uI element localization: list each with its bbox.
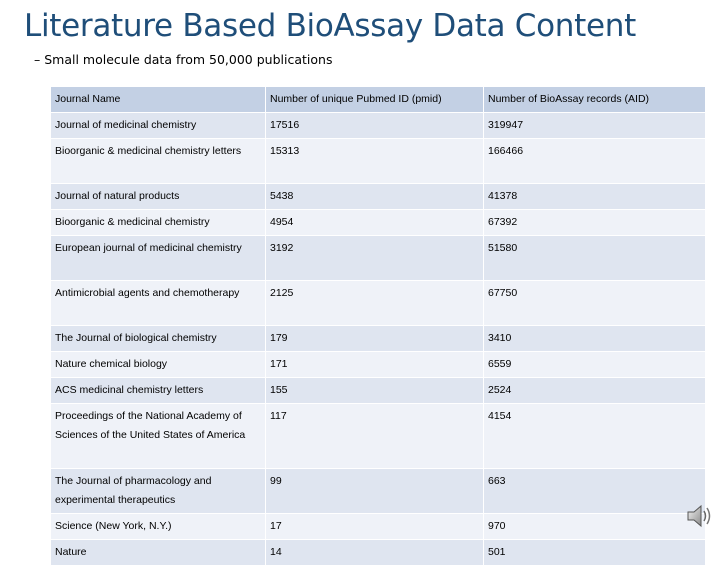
pmid-cell: 2125 — [266, 281, 484, 326]
pmid-cell: 99 — [266, 469, 484, 514]
journal-cell: Nature — [51, 540, 266, 566]
journal-cell: Bioorganic & medicinal chemistry letters — [51, 139, 266, 184]
journal-table — [50, 86, 706, 566]
aid-cell: 41378 — [484, 184, 706, 210]
aid-cell: 51580 — [484, 236, 706, 281]
pmid-cell: 155 — [266, 378, 484, 404]
pmid-cell: 171 — [266, 352, 484, 378]
journal-cell: Journal of natural products — [51, 184, 266, 210]
pmid-cell: 3192 — [266, 236, 484, 281]
pmid-cell: 117 — [266, 404, 484, 469]
table-row — [51, 514, 706, 540]
aid-cell: 3410 — [484, 326, 706, 352]
table-row — [51, 210, 706, 236]
aid-cell: 6559 — [484, 352, 706, 378]
page-subtitle: – Small molecule data from 50,000 publications — [34, 52, 333, 67]
table-row — [51, 139, 706, 184]
table-header-row — [51, 87, 706, 113]
header-pmid-count: Number of unique Pubmed ID (pmid) — [266, 87, 484, 113]
aid-cell: 663 — [484, 469, 706, 514]
table-row — [51, 113, 706, 139]
table-row — [51, 404, 706, 469]
speaker-icon[interactable] — [685, 502, 713, 530]
pmid-cell: 179 — [266, 326, 484, 352]
aid-cell: 319947 — [484, 113, 706, 139]
pmid-cell: 14 — [266, 540, 484, 566]
aid-cell: 970 — [484, 514, 706, 540]
table-row — [51, 540, 706, 566]
aid-cell: 166466 — [484, 139, 706, 184]
table-row — [51, 469, 706, 514]
table-row — [51, 236, 706, 281]
journal-cell: The Journal of pharmacology and experimental therapeutics — [51, 469, 266, 514]
table-row — [51, 352, 706, 378]
aid-cell: 67750 — [484, 281, 706, 326]
aid-cell: 4154 — [484, 404, 706, 469]
journal-cell: Antimicrobial agents and chemotherapy — [51, 281, 266, 326]
journal-cell: Nature chemical biology — [51, 352, 266, 378]
journal-cell: ACS medicinal chemistry letters — [51, 378, 266, 404]
journal-cell: Journal of medicinal chemistry — [51, 113, 266, 139]
journal-cell: European journal of medicinal chemistry — [51, 236, 266, 281]
header-aid-count: Number of BioAssay records (AID) — [484, 87, 706, 113]
aid-cell: 2524 — [484, 378, 706, 404]
pmid-cell: 4954 — [266, 210, 484, 236]
table-row — [51, 184, 706, 210]
pmid-cell: 17516 — [266, 113, 484, 139]
table-row — [51, 281, 706, 326]
pmid-cell: 5438 — [266, 184, 484, 210]
journal-cell: The Journal of biological chemistry — [51, 326, 266, 352]
journal-cell: Proceedings of the National Academy of Sciences of the United States of America — [51, 404, 266, 469]
journal-cell: Science (New York, N.Y.) — [51, 514, 266, 540]
pmid-cell: 17 — [266, 514, 484, 540]
aid-cell: 501 — [484, 540, 706, 566]
page-title: Literature Based BioAssay Data Content — [24, 8, 636, 44]
speaker-icon-graphic — [685, 502, 713, 530]
aid-cell: 67392 — [484, 210, 706, 236]
table-row — [51, 378, 706, 404]
journal-cell: Bioorganic & medicinal chemistry — [51, 210, 266, 236]
table-row — [51, 326, 706, 352]
header-journal-name: Journal Name — [51, 87, 266, 113]
pmid-cell: 15313 — [266, 139, 484, 184]
